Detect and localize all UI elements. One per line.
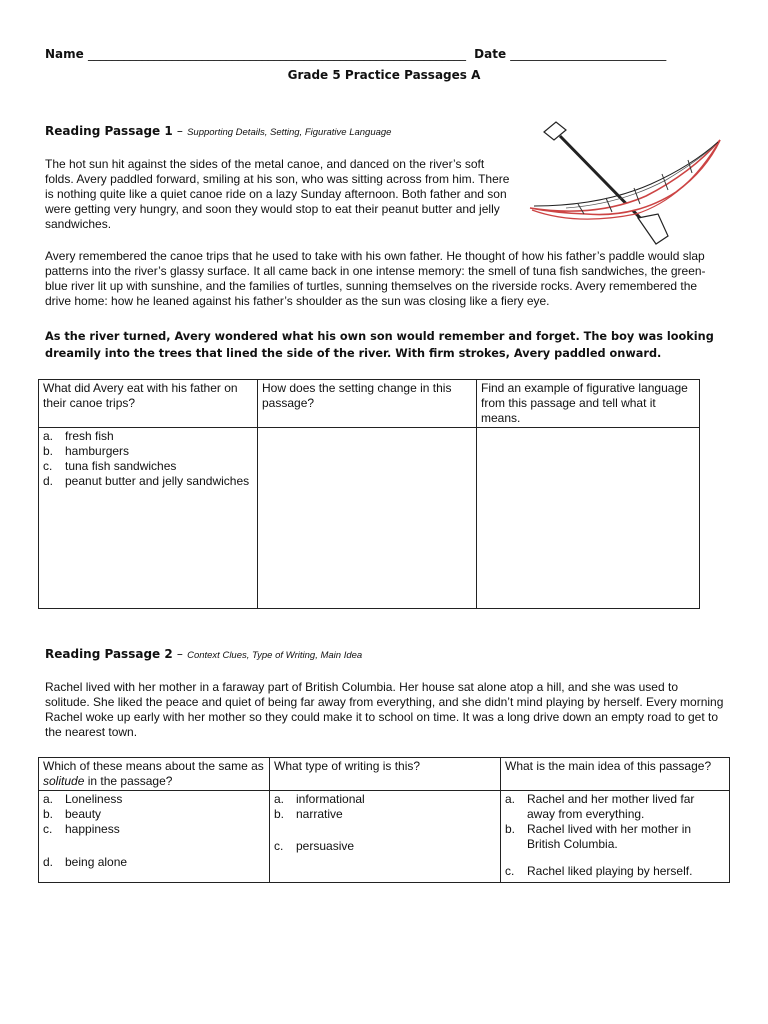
passage1-question-table <box>38 379 700 609</box>
passage1-bold-paragraph: As the river turned, Avery wondered what his own son would remember and forget. The boy was looking dreamily into the trees that lined the side of the river. With firm strokes, Avery paddled onward. <box>45 330 714 360</box>
passage2-question-table <box>38 757 730 883</box>
passage2-title: Reading Passage 2 <box>45 647 173 661</box>
passage1-skills: Supporting Details, Setting, Figurative Language <box>187 127 392 138</box>
passage2-answer-1 <box>39 791 270 883</box>
passage2-answer-2 <box>270 791 501 883</box>
passage1-title: Reading Passage 1 <box>45 124 173 138</box>
option-item[interactable]: c. tuna fish sandwiches <box>43 459 177 473</box>
date-label: Date <box>474 47 507 61</box>
passage2-question-2: What type of writing is this? <box>270 758 501 791</box>
passage1-options-1 <box>43 429 253 489</box>
passage1-question-3: Find an example of figurative language from this passage and tell what it means. <box>477 380 700 428</box>
passage2-answer-3 <box>501 791 730 883</box>
option-item[interactable]: b. Rachel lived with her mother in British Columbia. <box>505 822 692 851</box>
option-item[interactable]: a. fresh fish <box>43 429 114 443</box>
passage2-question-3: What is the main idea of this passage? <box>501 758 730 791</box>
passage2-options-1 <box>43 792 265 870</box>
passage1-answer-2[interactable] <box>258 428 477 609</box>
passage2-heading <box>45 647 362 661</box>
passage2-paragraph: Rachel lived with her mother in a faraway part of British Columbia. Her house sat alone atop a hill, and she was used to solitude. She liked the peace and quiet of being far away from everything, and she didn’t mind playing by herself. Every morning Rachel woke up early with her mother so they could make it to school on time. It was a long drive down an empty road to get to the nearest town. <box>45 680 724 739</box>
option-item[interactable]: b. narrative <box>274 807 343 821</box>
name-field-line[interactable]: _______________________________________________________________ <box>87 47 466 61</box>
option-item[interactable]: c. happiness <box>43 822 120 836</box>
canoe-illustration <box>526 118 728 250</box>
option-item[interactable]: c. Rachel liked playing by herself. <box>505 864 693 878</box>
option-item[interactable]: a. Rachel and her mother lived far away from everything. <box>505 792 695 821</box>
passage2-question-1: Which of these means about the same as solitude in the passage? <box>39 758 270 791</box>
passage1-answer-3[interactable] <box>477 428 700 609</box>
passage1-heading <box>45 124 391 138</box>
option-item[interactable]: b. beauty <box>43 807 102 821</box>
passage1-paragraph-1: The hot sun hit against the sides of the metal canoe, and danced on the river’s soft folds. Avery paddled forward, smiling at his son, who was sitting across from him. There is nothing quite like a quiet canoe ride on a lazy Sunday afternoon. Both father and son were getting very hungry, and soon they would stop to eat their peanut butter and jelly sandwiches. <box>45 157 510 231</box>
passage1-dash: – <box>176 124 183 138</box>
passage2-dash: – <box>176 647 183 661</box>
date-field-line[interactable]: __________________________ <box>510 47 667 61</box>
option-item[interactable]: c. persuasive <box>274 839 355 853</box>
page-title: Grade 5 Practice Passages A <box>287 68 481 82</box>
name-label: Name <box>45 47 84 61</box>
passage1-question-1: What did Avery eat with his father on their canoe trips? <box>39 380 258 428</box>
solitude-word: solitude <box>43 774 85 788</box>
passage2-skills: Context Clues, Type of Writing, Main Idea <box>187 650 363 661</box>
passage2-options-2 <box>274 792 496 854</box>
passage1-question-2: How does the setting change in this passage? <box>258 380 477 428</box>
passage1-paragraph-2: Avery remembered the canoe trips that he used to take with his own father. He thought of how his father’s paddle would slap patterns into the river’s glassy surface. It all came back in one intense memory: the smell of tuna fish sandwiches, the green-blue river lit up with sunshine, and the families of turtles, sunning themselves on the riverside rocks. Avery remembered the drive home: how he leaned against his father’s shoulder as the sun was closing like a fiery eye. <box>45 249 706 308</box>
option-item[interactable]: d. peanut butter and jelly sandwiches <box>43 474 250 488</box>
header-line <box>45 47 666 61</box>
passage1-answer-1[interactable] <box>39 428 258 609</box>
option-item[interactable]: a. informational <box>274 792 365 806</box>
option-item[interactable]: b. hamburgers <box>43 444 130 458</box>
passage2-options-3 <box>505 792 725 879</box>
option-item[interactable]: d. being alone <box>43 855 128 869</box>
option-item[interactable]: a. Loneliness <box>43 792 123 806</box>
